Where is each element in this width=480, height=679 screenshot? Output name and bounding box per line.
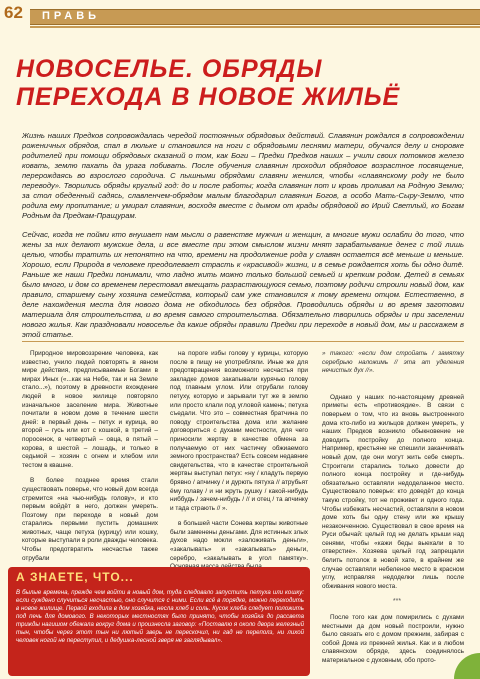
page-header [0, 0, 480, 32]
column-2-paragraph: на пороге избы голову у курицы, которую после в пищу не употребляли. Иные же для предотвращения возможного несчастья при закладке домов закапывали курячью голову под главным углом. Или отрубали голову петуху, которую и зарывали тут же в землю или просто клали под угловой камень; петуха съедали. Что это – совместная братчина по поводу строительства дома или желание договориться с духами местности, для чего приносили жертву в качестве обмена за получаемую от них частичку обжиаемого земного пространства? Есть совсем недавние свидетельства, что в качестве строительной жертвы выступал петух: «ну / кладуть первую брявно / апчинку / и дурють пятуха // атрубьят ёму голаву / и ни жруть рушку / какой-нибудь ниббудь / зачем-нибудь / // и отец / та апчинку и тада страють // ». [170, 350, 308, 512]
column-1-paragraph: В более позднее время стали существовать поверье, что новый дом всегда стремится «на чью-нибудь голову», и кто первым войдёт в него, должен умереть. Поэтому при переходе в новый дом старались первыми пустить домашних животных, чаще петуха (курицу) или кошку, которые выступали в роли дважды человека. Чтобы предотвратить несчастье также отрубали [22, 477, 158, 562]
column-3 [322, 350, 464, 673]
header-rule [30, 26, 480, 28]
column-3-quote: » такого: «если дом стройать / замятку серебрыю наложимь // эта ат уделения нечистых дух //». [322, 350, 464, 375]
column-1-paragraph: Природное мировоззрение человека, как известно, учило людей повторять в явном мире действия, предписываемые Богами в мирах Иных («...как на Небе, так и на Земле стало...»), поэтому в древности вхождение людей в новое жилище повторяло изначальное заселение мира. Животные почитали в новом доме в течение шести дней: в первый день – петух и курица, во второй – гусь или кот с кошкой, в третий – поросенок, в четвертый – овца, в пятый – корова, в шестой – лошадь, и только в седьмой – хозяин с огнем и хлебом или тестом в квашне. [22, 350, 158, 469]
column-2 [170, 350, 308, 579]
article-title: НОВОСЕЛЬЕ. ОБРЯДЫ ПЕРЕХОДА В НОВОЕ ЖИЛЬЁ [16, 55, 401, 111]
lead-paragraph-1: Жизнь наших Предков сопровождалась чередой постоянных обрядовых действий. Славянин рождался в сопровождении роженичных обрядов, спал в люльке и становился на ноги с обрядовыми песнями матери, обучался делу и сноровке родителей при помощи обрядовых сказаний о том, как Боги – Предки Предков наших – учили своих потомков железо ковать, землю пахать да урага побивать. После обучения славянин проходил обрядовое возрастное посвящение, перерождаясь во взрослого сородича. С пышными обрядами славяни женился, чтобы «славянскому роду не было переводу». Творились обряды круглый год: до и после работы; когда славянин пот и кровь проливал на Родную Землю; за стол обеденный садясь, славленчем-обрядом малым благодарил славянин Богов, а особо Мать-Сыру-Землю, что родила ему пропитание; и умирал славянин, восходя вместе с дымом от крады обрядовой во Ирий Светлый, ко Богам Родным да Предкам-Пращурам. [22, 131, 464, 220]
did-you-know-title: А ЗНАЕТЕ, ЧТО... [16, 570, 134, 584]
page-number: 62 [4, 3, 23, 22]
did-you-know-text: В былые времена, прежде чем войти в новый дом, туда следовало запустить петуха или кошку: если суждено случиться несчастью, оно случится с ними. Если всё в порядке, можно переходить в новое жилище. Первой входила в дом хозяйка, несла хлеб и соль. Кусок хлеба следует положить под печь для домового. В некоторых местностях было принято, чтобы хозяйка до рассвета трижды нагишом обежала вокруг дома и произнесла заговор: «Поставлю я около двора железный тын, чтобы через этот тын ни лютый зверь не перескочил, ни гад не переполз, ни лихой человек ногой не переступил, и дедушка-лесной зверя не заглядывал». [16, 589, 304, 644]
column-2-paragraph: в большей части Сонева жертвы животные были заменены деньгами. Для истинных злых духов надо мокли «заложивать деньги», «закалывать» и «закапывать» деньги, серебро, «закалывать в угол памятку». [170, 520, 308, 562]
column-3-paragraph: После того как дом помирились с духами местными да дом новый построили, нужно было связать его с домом прежним, забирая с собой Дома из прежней жилья. Как и в любом славянском обряде, здесь соединялось материальное с духовным, обо прото- [322, 614, 464, 664]
section-title: ПРАВЬ [42, 10, 101, 22]
lead-paragraph-2: Сейчас, когда не пойми кто внушает нам мысли о равенстве мужчин и женщин, а многие мужи ослабли до того, что жены за них делают мужские дела, и все вместе при этом смыслом жизни мнят зарабатывание денег с той лишь целью, чтобы тратить их непонятно на что, времени на продолжение рода у славян остается всё меньше и меньше. Хорошо, если Природа в человеке преодолевает страсть к «красивой» жизни, и в семье рождается хоть бы одно дитё. Раньше же наши Предки понимали, что ладно жить можно только большой семьей и крепким родом. Детей в семьях было много, и дом со временем перестовал вмещать разрастающуюся семью, поэтому родичи строили новый дом, как правило, старшему сыну хозяина семейства, который сам уже становился к тому времени отцом. Естественно, в деле нахождения места для нового дома не обходилось без обрядов. Проводились обряды и во время заготовки материала для строительства, и во время самого строительства. Обязательно творились обряды и при заселении нового жилья. Как праздновали новоселье да какие обряды правили Предки при переходе в новый дом, мы и расскажем в этой статье. [22, 230, 464, 339]
column-3-paragraph: Однако у наших по-настоящему древней приметы есть «противоядие». В связи с поверьем о том, что из вновь выстроенного дома кто-либо из жильцов должен умереть, у наших Предков возникло обыкновение не доводить постройку до полного конца. Например, крестьяне не спешили заканчивать новый дом, где они могут жить себе смерть. Строители старались только довести до полного конца постройку и где-нибудь обязательно оставляли недоделанное место. Существовало поверье: кто доведёт до конца такую стройку, тот не проживет и одного года. Чтобы избежать несчастий, оставляли в новом доме хоть бы одну стену или же крышу незаконченною. Существовал в свое время на Руси обычай: целый год не делать крыши над сенями, чтобы «кажи беды выехали в то отверстие». Хозяева целый год запрещали белить потолок в новой хате, в крайнем же случае оставляли небеленое место в красном углу, исправляя недоделки лишь после обживания нового места. [322, 393, 464, 590]
column-1 [22, 350, 158, 570]
divider [22, 341, 464, 342]
section-separator: *** [392, 598, 402, 606]
